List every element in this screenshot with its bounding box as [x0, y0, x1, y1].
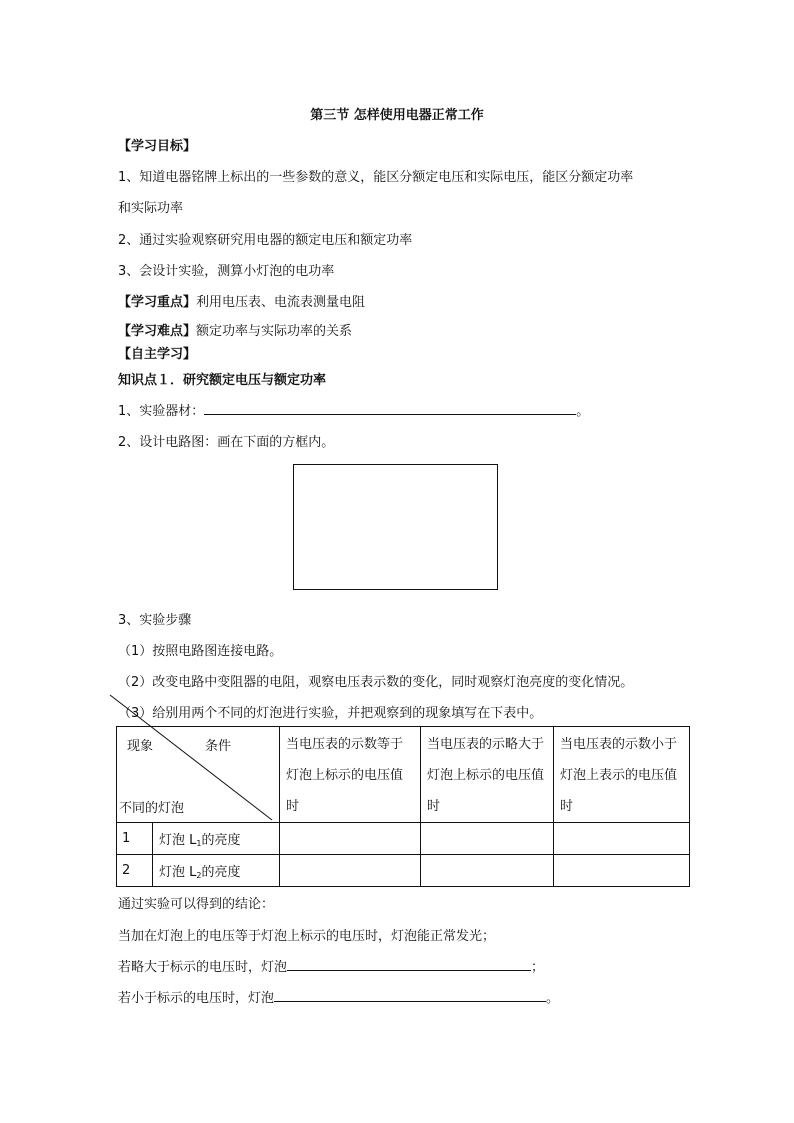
self-study-header: 【自主学习】 [118, 347, 197, 362]
conclusion-line-2: 若略大于标示的电压时，灯泡 ； [118, 956, 544, 975]
step-1: （1）按照电路图连接电路。 [118, 644, 283, 659]
table-header-row [117, 727, 690, 823]
goal-1-line-2: 和实际功率 [118, 201, 184, 216]
focus-label: 【学习重点】 [118, 295, 197, 310]
focus-text: 利用电压表、电流表测量电阻 [196, 295, 366, 310]
goal-1-line-1: 1、知道电器铭牌上标出的一些参数的意义，能区分额定电压和实际电压，能区分额定功率 [118, 170, 634, 185]
difficulty-text: 额定功率与实际功率的关系 [196, 324, 353, 339]
knowledge-point: 知识点１．研究额定电压与额定功率 [118, 373, 327, 388]
item-1-row [118, 400, 589, 419]
goal-3: 3、会设计实验，测算小灯泡的电功率 [118, 264, 335, 279]
item-2: 2、设计电路图：画在下面的方框内。 [118, 435, 335, 450]
row-number: 2 [117, 855, 153, 887]
header-greater: 当电压表的示略大于灯泡上标示的电压值时 [421, 727, 554, 823]
circuit-drawing-box[interactable] [293, 464, 498, 590]
conclusion-line-1: 当加在灯泡上的电压等于灯泡上标示的电压时，灯泡能正常发光； [118, 929, 496, 944]
table-corner-cell [117, 727, 280, 823]
step-3: （3）给别用两个不同的灯泡进行实验，并把观察到的现象填写在下表中。 [118, 706, 543, 721]
cell-l2-less[interactable] [554, 855, 690, 887]
difficulty-label: 【学习难点】 [118, 324, 197, 339]
goal-2: 2、通过实验观察研究用电器的额定电压和额定功率 [118, 233, 413, 248]
item-1-label: 1、实验器材： [118, 404, 205, 419]
table-row [117, 823, 690, 855]
conclusion-line-3: 若小于标示的电压时，灯泡 。 [118, 987, 559, 1006]
item-1-end: 。 [576, 404, 590, 419]
observation-table [116, 726, 690, 887]
row-label: 灯泡 $L_1$的亮度 [153, 823, 280, 855]
corner-bulb: 不同的灯泡 [119, 801, 185, 816]
corner-phenomenon: 现象 [127, 739, 154, 754]
item-3: 3、实验步骤 [118, 613, 192, 628]
step-2: （2）改变电路中变阻器的电阻，观察电压表示数的变化，同时观察灯泡亮度的变化情况。 [118, 675, 634, 690]
cell-l2-equal[interactable] [280, 855, 421, 887]
page-title: 第三节 怎样使用电器正常工作 [310, 108, 484, 123]
row-number: 1 [117, 823, 153, 855]
conclusion-blank-1[interactable] [287, 956, 531, 971]
header-equal: 当电压表的示数等于灯泡上标示的电压值时 [280, 727, 421, 823]
conclusion-intro: 通过实验可以得到的结论： [118, 897, 275, 912]
corner-condition: 条件 [205, 739, 232, 754]
cell-l1-equal[interactable] [280, 823, 421, 855]
cell-l1-greater[interactable] [421, 823, 554, 855]
cell-l2-greater[interactable] [421, 855, 554, 887]
header-less: 当电压表的示数小于灯泡上表示的电压值时 [554, 727, 690, 823]
row-label: 灯泡 $L_2$的亮度 [153, 855, 280, 887]
table-row [117, 855, 690, 887]
focus-row [118, 291, 365, 310]
goals-header: 【学习目标】 [118, 139, 197, 154]
materials-blank[interactable] [204, 400, 576, 415]
difficulty-row [118, 320, 352, 339]
cell-l1-less[interactable] [554, 823, 690, 855]
conclusion-blank-2[interactable] [274, 987, 546, 1002]
